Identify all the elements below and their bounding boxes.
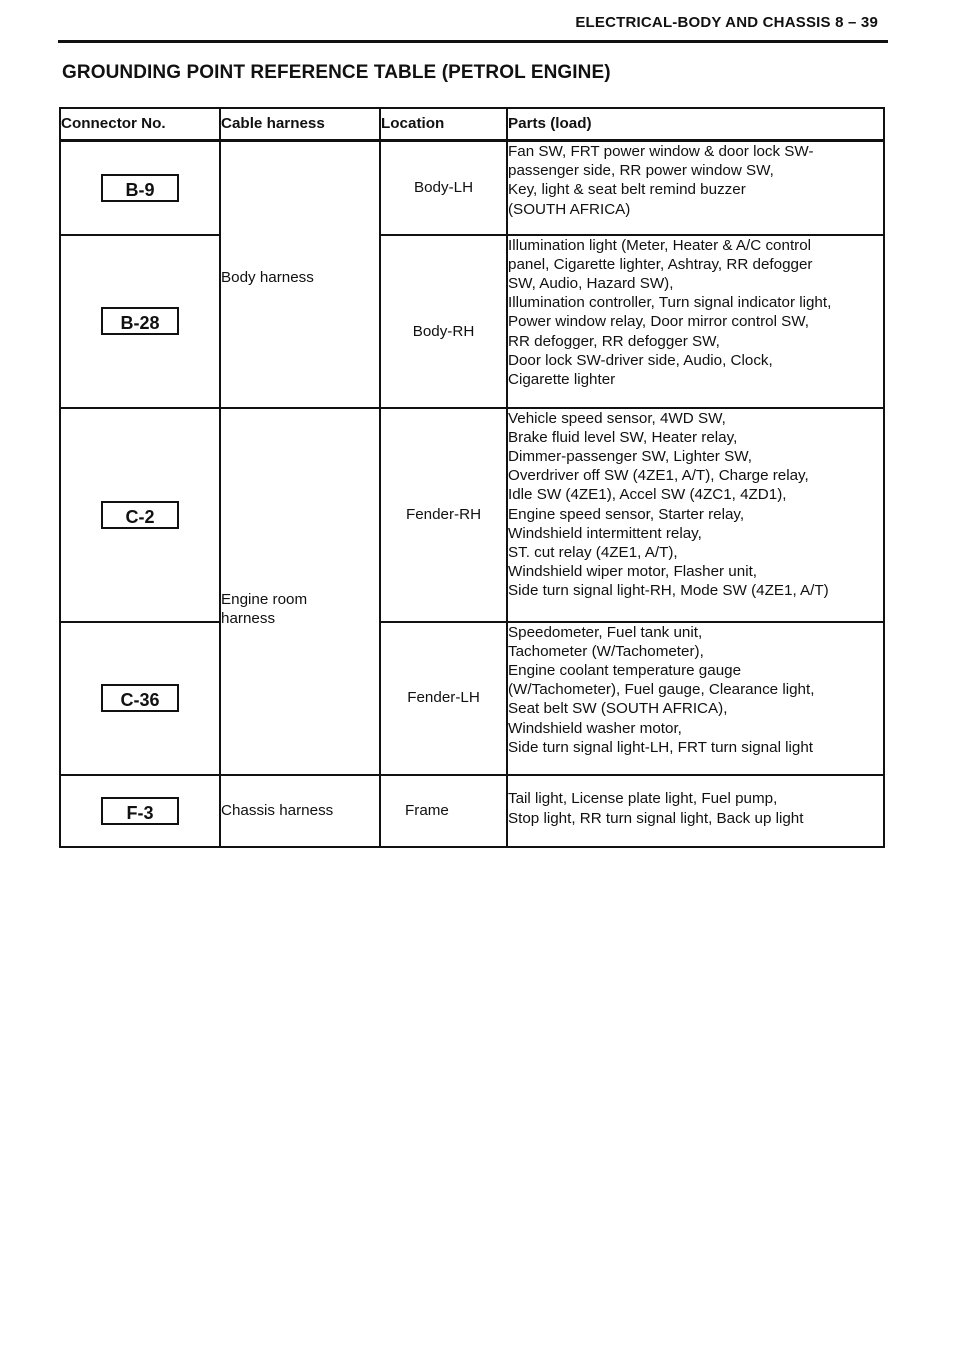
connector-cell [60,622,220,775]
connector-label: B-28 [101,307,179,335]
parts-line: RR defogger, RR defogger SW, [508,332,720,350]
connector-cell [60,235,220,408]
parts-cell [507,408,884,622]
cable-harness-cell-body [220,141,380,408]
header-parts: Parts (load) [507,108,884,141]
parts-cell [507,775,884,847]
table-row [60,408,884,622]
parts-line: Side turn signal light-RH, Mode SW (4ZE1, A/T) [508,582,829,600]
parts-line: Engine speed sensor, Starter relay, [508,505,745,523]
grounding-reference-table [59,107,885,848]
header-cable-harness: Cable harness [220,108,380,141]
connector-label: C-36 [101,684,179,712]
table-row [60,775,884,847]
parts-line: Door lock SW-driver side, Audio, Clock, [508,351,773,369]
parts-line: Illumination light (Meter, Heater & A/C control [508,236,812,254]
cable-harness-line: harness [221,609,276,627]
parts-line: Key, light & seat belt remind buzzer [508,181,746,199]
table-row [60,141,884,235]
parts-line: Tachometer (W/Tachometer), [508,642,704,660]
header-connector: Connector No. [60,108,220,141]
connector-cell [60,141,220,235]
header-location: Location [380,108,507,141]
page-title: GROUNDING POINT REFERENCE TABLE (PETROL ENGINE) [62,62,611,83]
parts-cell [507,235,884,408]
cable-harness-line: Engine room [221,590,308,608]
connector-cell [60,775,220,847]
parts-line: Stop light, RR turn signal light, Back up light [508,809,804,827]
table-header-row [60,108,884,141]
parts-line: Side turn signal light-LH, FRT turn signal light [508,738,814,756]
connector-label: B-9 [101,174,179,202]
parts-line: Speedometer, Fuel tank unit, [508,623,703,641]
parts-line: Windshield washer motor, [508,719,682,737]
parts-line: Fan SW, FRT power window & door lock SW- [508,143,814,160]
location-cell: Frame [380,775,507,847]
parts-line: Idle SW (4ZE1), Accel SW (4ZC1, 4ZD1), [508,486,787,504]
cable-harness-label: Body harness [221,269,314,286]
parts-line: Windshield wiper motor, Flasher unit, [508,563,758,581]
cable-harness-cell-engine [220,408,380,775]
connector-label: F-3 [101,797,179,825]
cable-harness-label [221,590,379,628]
location-cell: Fender-RH [380,408,507,622]
location-cell: Body-RH [380,235,507,408]
cable-harness-cell-chassis: Chassis harness [220,775,380,847]
parts-line: ST. cut relay (4ZE1, A/T), [508,543,678,561]
parts-line: (W/Tachometer), Fuel gauge, Clearance light, [508,681,815,699]
parts-line: Power window relay, Door mirror control SW, [508,313,810,331]
parts-line: passenger side, RR power window SW, [508,162,774,180]
page-header: ELECTRICAL-BODY AND CHASSIS 8 – 39 [575,14,878,31]
parts-line: Dimmer-passenger SW, Lighter SW, [508,447,752,465]
parts-line: Cigarette lighter [508,370,616,388]
parts-line: Seat belt SW (SOUTH AFRICA), [508,700,728,718]
table-row [60,622,884,775]
parts-line: Tail light, License plate light, Fuel pump, [508,790,778,808]
parts-line: (SOUTH AFRICA) [508,200,631,218]
parts-line: Vehicle speed sensor, 4WD SW, [508,409,726,427]
parts-line: Windshield intermittent relay, [508,524,702,542]
connector-label: C-2 [101,501,179,529]
parts-line: Engine coolant temperature gauge [508,661,742,679]
header-rule [58,40,888,43]
parts-line: Overdriver off SW (4ZE1, A/T), Charge relay, [508,467,809,485]
parts-line: Illumination controller, Turn signal indicator light, [508,294,832,312]
parts-line: Brake fluid level SW, Heater relay, [508,428,738,446]
location-cell: Fender-LH [380,622,507,775]
parts-cell [507,622,884,775]
parts-line: SW, Audio, Hazard SW), [508,274,674,292]
parts-cell [507,141,884,235]
parts-line: panel, Cigarette lighter, Ashtray, RR defogger [508,255,813,273]
table-row [60,235,884,408]
connector-cell [60,408,220,622]
location-cell: Body-LH [380,141,507,235]
